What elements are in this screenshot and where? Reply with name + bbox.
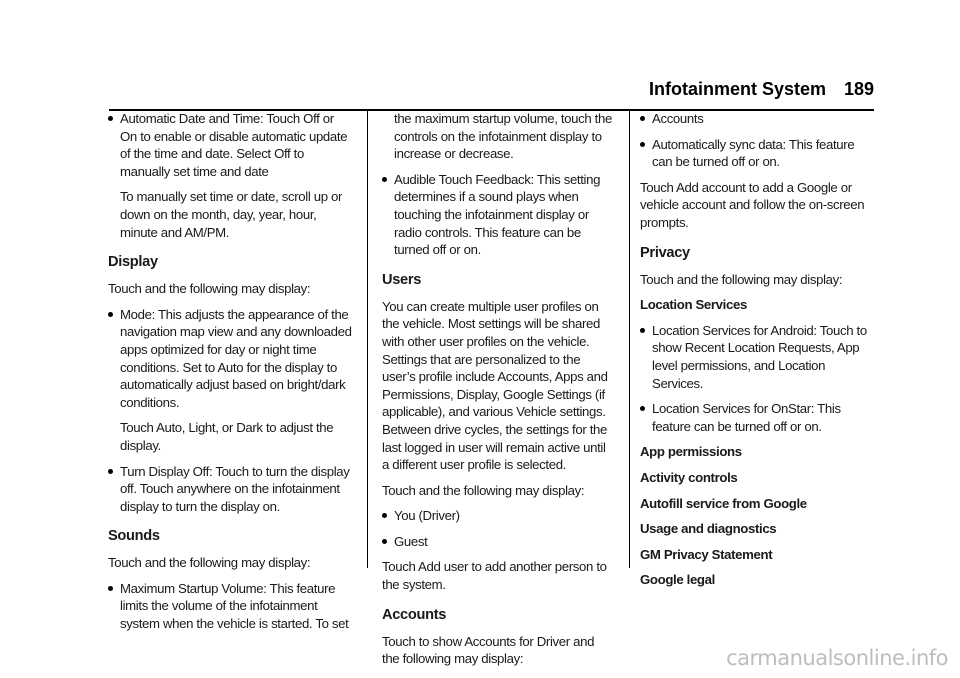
bullet-item [640, 110, 875, 128]
bullet-text: You (Driver) [394, 508, 460, 524]
bullet-item [640, 400, 875, 435]
bullet-icon [108, 469, 113, 474]
bullet-text: Automatic Date and Time: Touch Off or On to enable or disable automatic update of the time and date. Select Off to manually set time and date [120, 111, 348, 179]
bullet-text: Guest [394, 533, 428, 549]
bullet-continuation: Touch Auto, Light, or Dark to adjust the display. [120, 420, 334, 453]
section-heading-sounds: Sounds [108, 528, 160, 545]
bullet-text: Location Services for Android: Touch to show Recent Location Requests, App level permissions, and Location Services. [652, 322, 867, 391]
bullet-icon [108, 312, 113, 317]
bullet-text: Mode: This adjusts the appearance of the navigation map view and any downloaded apps optimized for day or night time conditions. Set to Auto for the display to automatically adjust based on bright/dark conditions. [120, 306, 352, 410]
subheading-gm-privacy: GM Privacy Statement [640, 546, 773, 562]
page-number: 189 [843, 79, 874, 99]
bullet-item [640, 136, 875, 171]
paragraph: You can create multiple user profiles on the vehicle. Most settings will be shared with other user profiles on the vehicle. Settings that are personalized to the user’s profile include Accounts, Apps and Permissions, Display, Google Settings (if applicable), and various Vehicle settings. Between drive cycles, the settings for the last logged in user will remain active until a different user profile is selected. [382, 298, 608, 473]
bullet-text: Audible Touch Feedback: This setting determines if a sound plays when touching the infotainment display or radio controls. This feature can be turned off or on. [394, 171, 601, 258]
bullet-icon [640, 406, 645, 411]
paragraph: Touch Add account to add a Google or vehicle account and follow the on-screen prompts. [640, 179, 865, 230]
bullet-item [108, 110, 353, 180]
paragraph: Touch Add user to add another person to the system. [382, 559, 607, 593]
bullet-icon [108, 586, 113, 591]
subheading-usage: Usage and diagnostics [640, 521, 777, 537]
paragraph: Touch and the following may display: [640, 271, 843, 287]
bullet-item [382, 507, 614, 525]
bullet-icon [640, 328, 645, 333]
bullet-item [382, 533, 614, 551]
section-heading-users: Users [382, 271, 422, 288]
bullet-item [382, 171, 614, 259]
subheading-google-legal: Google legal [640, 572, 715, 588]
section-heading-privacy: Privacy [640, 244, 690, 261]
column-divider-2 [629, 110, 630, 568]
section-heading-accounts: Accounts [382, 606, 447, 623]
bullet-item [108, 463, 353, 516]
column-1 [108, 110, 353, 633]
bullet-icon [382, 539, 387, 544]
bullet-text: Location Services for OnStar: This feature can be turned off or on. [652, 401, 841, 434]
subheading-app-permissions: App permissions [640, 444, 742, 460]
bullet-text: Accounts [652, 111, 704, 126]
running-title: Infotainment System [648, 79, 826, 99]
bullet-item [640, 322, 875, 392]
bullet-icon [382, 177, 387, 182]
bullet-continuation: the maximum startup volume, touch the controls on the infotainment display to increase or decrease. [394, 111, 612, 162]
bullet-icon [640, 116, 645, 121]
bullet-icon [640, 142, 645, 147]
paragraph: Touch to show Accounts for Driver and the following may display: [382, 633, 595, 667]
bullet-text: Automatically sync data: This feature can be turned off or on. [652, 136, 855, 170]
subheading-autofill: Autofill service from Google [640, 495, 807, 511]
subheading-activity-controls: Activity controls [640, 469, 738, 485]
paragraph: Touch and the following may display: [382, 482, 585, 498]
bullet-text: Maximum Startup Volume: This feature limits the volume of the infotainment system when the vehicle is started. To set [120, 580, 349, 632]
bullet-continuation: To manually set time or date, scroll up or down on the month, day, year, hour, minute and AM/PM. [120, 189, 343, 240]
column-2 [382, 110, 614, 668]
paragraph: Touch and the following may display: [108, 281, 311, 297]
bullet-item [108, 580, 353, 633]
column-3 [640, 110, 875, 589]
watermark: carmanualsonline.info [726, 646, 948, 670]
paragraph: Touch and the following may display: [108, 555, 311, 571]
bullet-icon [108, 116, 113, 121]
section-heading-display: Display [108, 254, 158, 271]
bullet-text: Turn Display Off: Touch to turn the display off. Touch anywhere on the infotainment display to turn the display on. [120, 463, 350, 514]
bullet-icon [382, 513, 387, 518]
column-divider-1 [367, 110, 368, 568]
subheading-location-services: Location Services [640, 297, 747, 313]
bullet-item [108, 306, 353, 412]
